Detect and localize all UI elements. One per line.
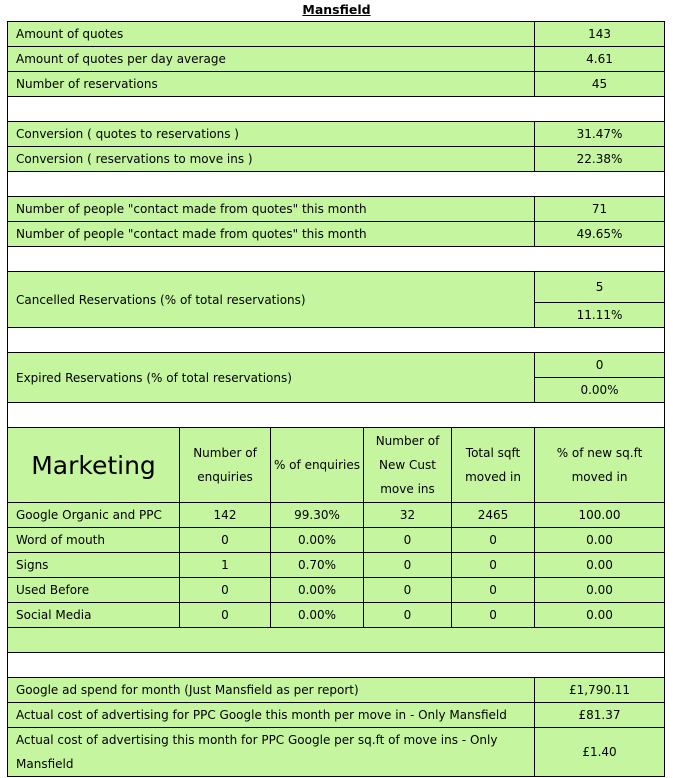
spacer-cell — [8, 97, 665, 122]
pct-enquiries-cell: 0.00% — [271, 578, 364, 603]
pct-enquiries-cell: 0.00% — [271, 528, 364, 553]
stat-value: 22.38% — [535, 147, 665, 172]
pct-sqft-cell: 0.00 — [535, 603, 665, 628]
cost-value: £1,790.11 — [535, 678, 665, 703]
stat-row — [8, 22, 665, 47]
sqft-cell: 0 — [452, 578, 535, 603]
stat-value: 71 — [535, 197, 665, 222]
pct-enquiries-cell: 0.00% — [271, 603, 364, 628]
marketing-row — [8, 603, 665, 628]
cost-label: Google ad spend for month (Just Mansfield as per report) — [8, 678, 535, 703]
green-spacer-row — [8, 628, 665, 653]
source-label: Used Before — [8, 578, 180, 603]
cost-row — [8, 728, 665, 777]
stat-row — [8, 122, 665, 147]
spacer-cell — [8, 628, 665, 653]
pct-sqft-cell: 0.00 — [535, 553, 665, 578]
header-sqft: Total sqft moved in — [452, 428, 535, 503]
cancelled-row — [8, 272, 665, 303]
source-label: Social Media — [8, 603, 180, 628]
cancelled-percent: 11.11% — [535, 303, 665, 328]
source-label: Google Organic and PPC — [8, 503, 180, 528]
marketing-row — [8, 553, 665, 578]
stat-label: Conversion ( quotes to reservations ) — [8, 122, 535, 147]
marketing-row — [8, 578, 665, 603]
spacer-row — [8, 328, 665, 353]
pct-enquiries-cell: 0.70% — [271, 553, 364, 578]
spacer-cell — [8, 653, 665, 678]
enquiries-cell: 1 — [180, 553, 271, 578]
move-ins-cell: 0 — [364, 553, 452, 578]
header-move-ins: Number of New Cust move ins — [364, 428, 452, 503]
stat-row — [8, 147, 665, 172]
pct-sqft-cell: 0.00 — [535, 528, 665, 553]
enquiries-cell: 0 — [180, 578, 271, 603]
marketing-row — [8, 528, 665, 553]
move-ins-cell: 0 — [364, 528, 452, 553]
expired-label: Expired Reservations (% of total reservations) — [8, 353, 535, 403]
spacer-cell — [8, 172, 665, 197]
stat-row — [8, 222, 665, 247]
stat-label: Number of people "contact made from quotes" this month — [8, 222, 535, 247]
cost-label: Actual cost of advertising for PPC Google this month per move in - Only Mansfield — [8, 703, 535, 728]
stat-row — [8, 47, 665, 72]
sqft-cell: 0 — [452, 528, 535, 553]
header-pct-sqft: % of new sq.ft moved in — [535, 428, 665, 503]
spacer-row — [8, 247, 665, 272]
marketing-row — [8, 503, 665, 528]
source-label: Signs — [8, 553, 180, 578]
expired-count: 0 — [535, 353, 665, 378]
stat-label: Conversion ( reservations to move ins ) — [8, 147, 535, 172]
spacer-row — [8, 653, 665, 678]
stat-value: 4.61 — [535, 47, 665, 72]
sqft-cell: 0 — [452, 553, 535, 578]
expired-percent: 0.00% — [535, 378, 665, 403]
cost-value: £81.37 — [535, 703, 665, 728]
expired-row — [8, 353, 665, 378]
cost-value: £1.40 — [535, 728, 665, 777]
source-label: Word of mouth — [8, 528, 180, 553]
spacer-cell — [8, 328, 665, 353]
report-table — [7, 21, 665, 777]
sqft-cell: 0 — [452, 603, 535, 628]
stat-row — [8, 72, 665, 97]
enquiries-cell: 142 — [180, 503, 271, 528]
stat-label: Amount of quotes — [8, 22, 535, 47]
move-ins-cell: 0 — [364, 578, 452, 603]
stat-value: 45 — [535, 72, 665, 97]
stat-row — [8, 197, 665, 222]
spacer-row — [8, 403, 665, 428]
spacer-cell — [8, 403, 665, 428]
cancelled-label: Cancelled Reservations (% of total reservations) — [8, 272, 535, 328]
header-enquiries: Number of enquiries — [180, 428, 271, 503]
pct-sqft-cell: 100.00 — [535, 503, 665, 528]
marketing-header-row — [8, 428, 665, 503]
pct-sqft-cell: 0.00 — [535, 578, 665, 603]
cost-label: Actual cost of advertising this month for PPC Google per sq.ft of move ins - Only Mansfield — [8, 728, 535, 777]
cancelled-count: 5 — [535, 272, 665, 303]
move-ins-cell: 0 — [364, 603, 452, 628]
stat-label: Number of reservations — [8, 72, 535, 97]
enquiries-cell: 0 — [180, 528, 271, 553]
stat-value: 31.47% — [535, 122, 665, 147]
stat-label: Amount of quotes per day average — [8, 47, 535, 72]
stat-value: 143 — [535, 22, 665, 47]
spacer-cell — [8, 247, 665, 272]
header-pct-enquiries: % of enquiries — [271, 428, 364, 503]
marketing-title: Marketing — [8, 428, 180, 503]
spacer-row — [8, 97, 665, 122]
enquiries-cell: 0 — [180, 603, 271, 628]
pct-enquiries-cell: 99.30% — [271, 503, 364, 528]
cost-row — [8, 678, 665, 703]
cost-row — [8, 703, 665, 728]
move-ins-cell: 32 — [364, 503, 452, 528]
stat-label: Number of people "contact made from quotes" this month — [8, 197, 535, 222]
sqft-cell: 2465 — [452, 503, 535, 528]
report-title: Mansfield — [302, 2, 371, 17]
spacer-row — [8, 172, 665, 197]
stat-value: 49.65% — [535, 222, 665, 247]
